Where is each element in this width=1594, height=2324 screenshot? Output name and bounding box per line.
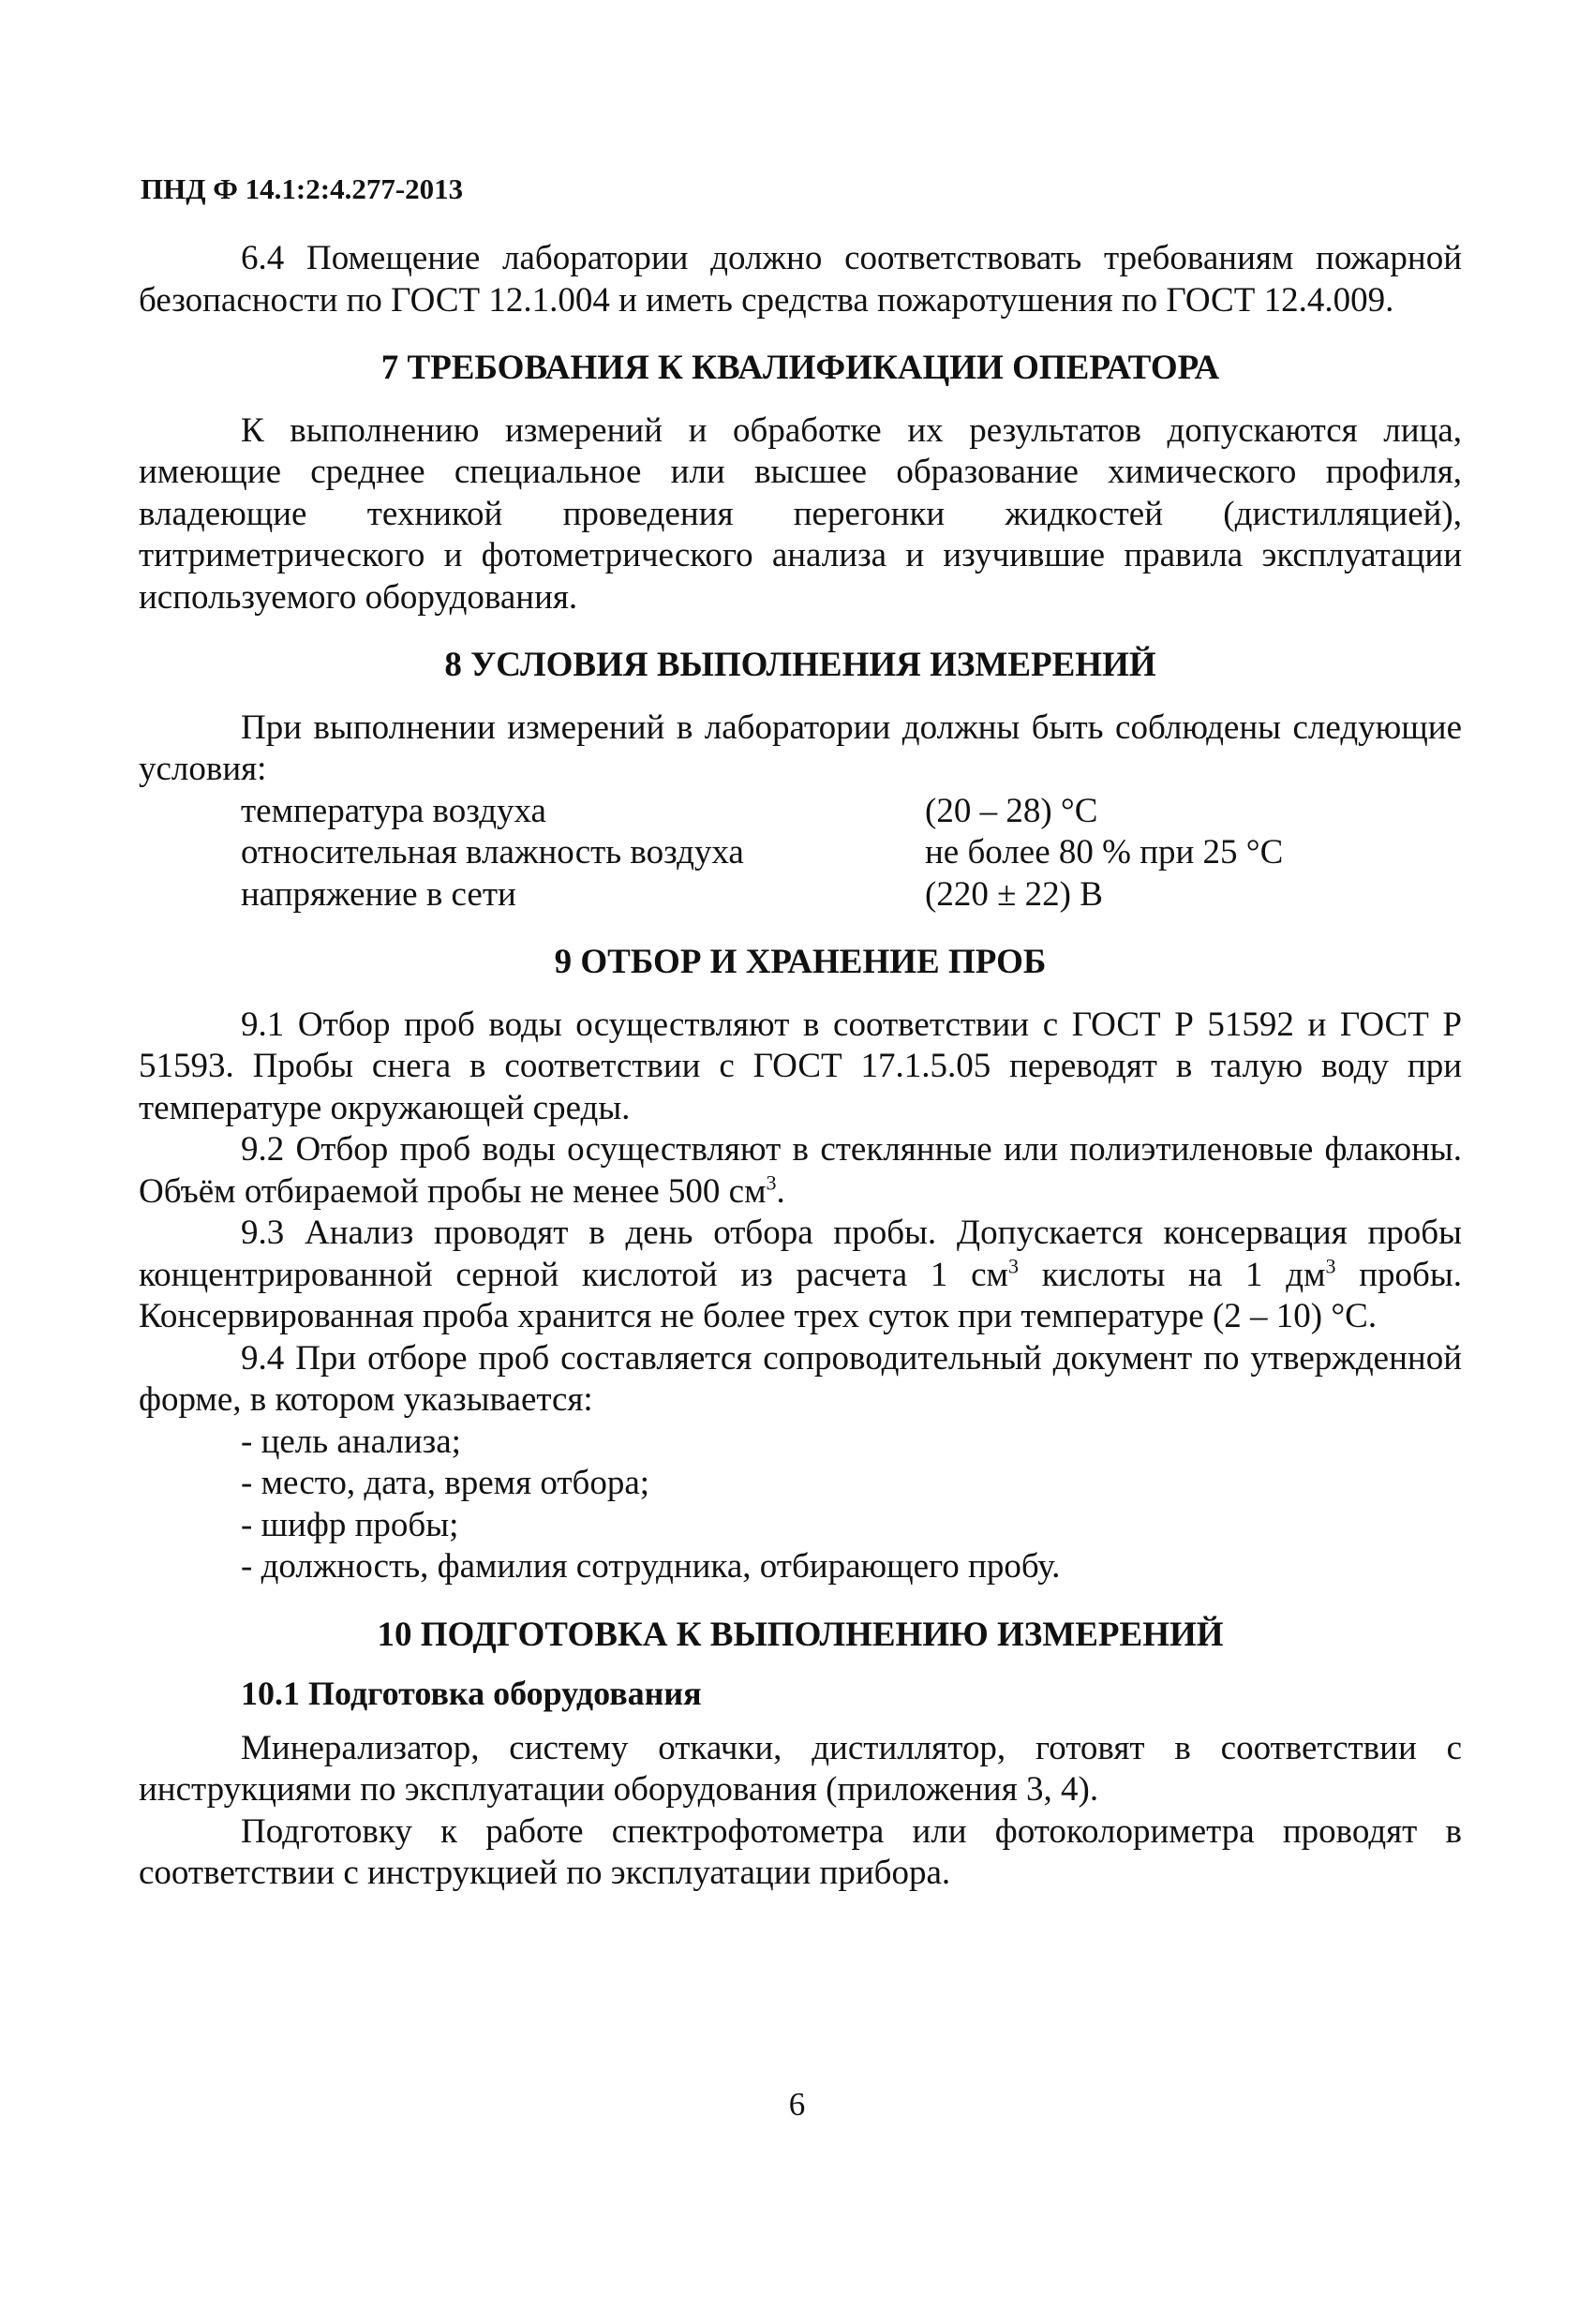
section-7-text: К выполнению измерений и обработке их результатов допускаются лица, имеющие среднее специальное или высшее образование химического профиля, владеющие техникой проведения перегонки жидкостей (дистилляцией), титриметрического и фотометрического анализа и изучившие правила эксплуатации используемого оборудования. bbox=[139, 410, 1462, 617]
paragraph-9-2-text: 9.2 Отбор проб воды осуществляют в стеклянные или полиэтиленовые флаконы. Объём отбираемой пробы не менее 500 см bbox=[139, 1130, 1462, 1211]
list-item: - цель анализа; bbox=[241, 1422, 461, 1461]
document-code: ПНД Ф 14.1:2:4.277-2013 bbox=[141, 172, 464, 205]
list-item: - должность, фамилия сотрудника, отбирающего пробу. bbox=[241, 1547, 1061, 1586]
section-7-title: 7 ТРЕБОВАНИЯ К КВАЛИФИКАЦИИ ОПЕРАТОРА bbox=[380, 349, 1220, 387]
section-10-title: 10 ПОДГОТОВКА К ВЫПОЛНЕНИЮ ИЗМЕРЕНИЙ bbox=[377, 1615, 1224, 1654]
paragraph-6-4: 6.4 Помещение лаборатории должно соответствовать требованиям пожарной безопасности по ГОСТ 12.1.004 и иметь средства пожаротушения по ГОСТ 12.4.009. bbox=[139, 239, 1462, 320]
page-content bbox=[139, 238, 1462, 1895]
paragraph-9-4: 9.4 При отборе проб составляется сопроводительный документ по утвержденной форме, в котором указывается: bbox=[139, 1338, 1462, 1419]
section-8-title: 8 УСЛОВИЯ ВЫПОЛНЕНИЯ ИЗМЕРЕНИЙ bbox=[444, 646, 1156, 684]
paragraph-9-3-text-c: пробы. Консервированная проба хранится не более трех суток при температуре (2 – 10) °С. bbox=[139, 1255, 1462, 1335]
paragraph-9-3 bbox=[139, 1213, 1462, 1338]
condition-label: относительная влажность воздуха bbox=[241, 833, 744, 872]
superscript: 3 bbox=[1325, 1254, 1336, 1278]
list-item: - место, дата, время отбора; bbox=[241, 1464, 650, 1502]
condition-row bbox=[241, 832, 1462, 874]
list-item: - шифр пробы; bbox=[241, 1505, 459, 1544]
condition-row bbox=[241, 874, 1462, 916]
paragraph-9-2-end: . bbox=[776, 1171, 785, 1211]
section-8-intro: При выполнении измерений в лаборатории должны быть соблюдены следующие условия: bbox=[139, 708, 1462, 788]
paragraph-9-2 bbox=[139, 1129, 1462, 1213]
subsection-10-1-title: 10.1 Подготовка оборудования bbox=[241, 1675, 702, 1712]
condition-value: (20 – 28) °С bbox=[925, 791, 1098, 830]
paragraph-9-3-text-b: кислоты на 1 дм bbox=[1018, 1255, 1326, 1294]
paragraph-9-1: 9.1 Отбор проб воды осуществляют в соответствии с ГОСТ Р 51592 и ГОСТ Р 51593. Пробы снега в соответствии с ГОСТ 17.1.5.05 переводят в талую воду при температуре окружающей среды. bbox=[139, 1005, 1462, 1127]
condition-row bbox=[241, 791, 1462, 833]
section-10-paragraph-1: Минерализатор, систему откачки, дистиллятор, готовят в соответствии с инструкциями по эксплуатации оборудования (приложения 3, 4). bbox=[139, 1728, 1462, 1809]
section-9-title: 9 ОТБОР И ХРАНЕНИЕ ПРОБ bbox=[554, 943, 1047, 981]
section-10-paragraph-2: Подготовку к работе спектрофотометра или фотоколориметра проводят в соответствии с инструкцией по эксплуатации прибора. bbox=[139, 1811, 1462, 1892]
superscript: 3 bbox=[766, 1170, 777, 1195]
paragraph-9-3-text-a: 9.3 Анализ проводят в день отбора пробы. Допускается консервация пробы концентрированной серной кислотой из расчета 1 см bbox=[139, 1214, 1462, 1294]
page-number: 6 bbox=[788, 2086, 806, 2123]
condition-label: температура воздуха bbox=[241, 791, 546, 830]
condition-value: не более 80 % при 25 °С bbox=[925, 833, 1284, 872]
condition-label: напряжение в сети bbox=[241, 874, 516, 914]
conditions-table bbox=[241, 791, 1462, 916]
superscript: 3 bbox=[1007, 1254, 1019, 1278]
condition-value: (220 ± 22) В bbox=[925, 874, 1103, 914]
